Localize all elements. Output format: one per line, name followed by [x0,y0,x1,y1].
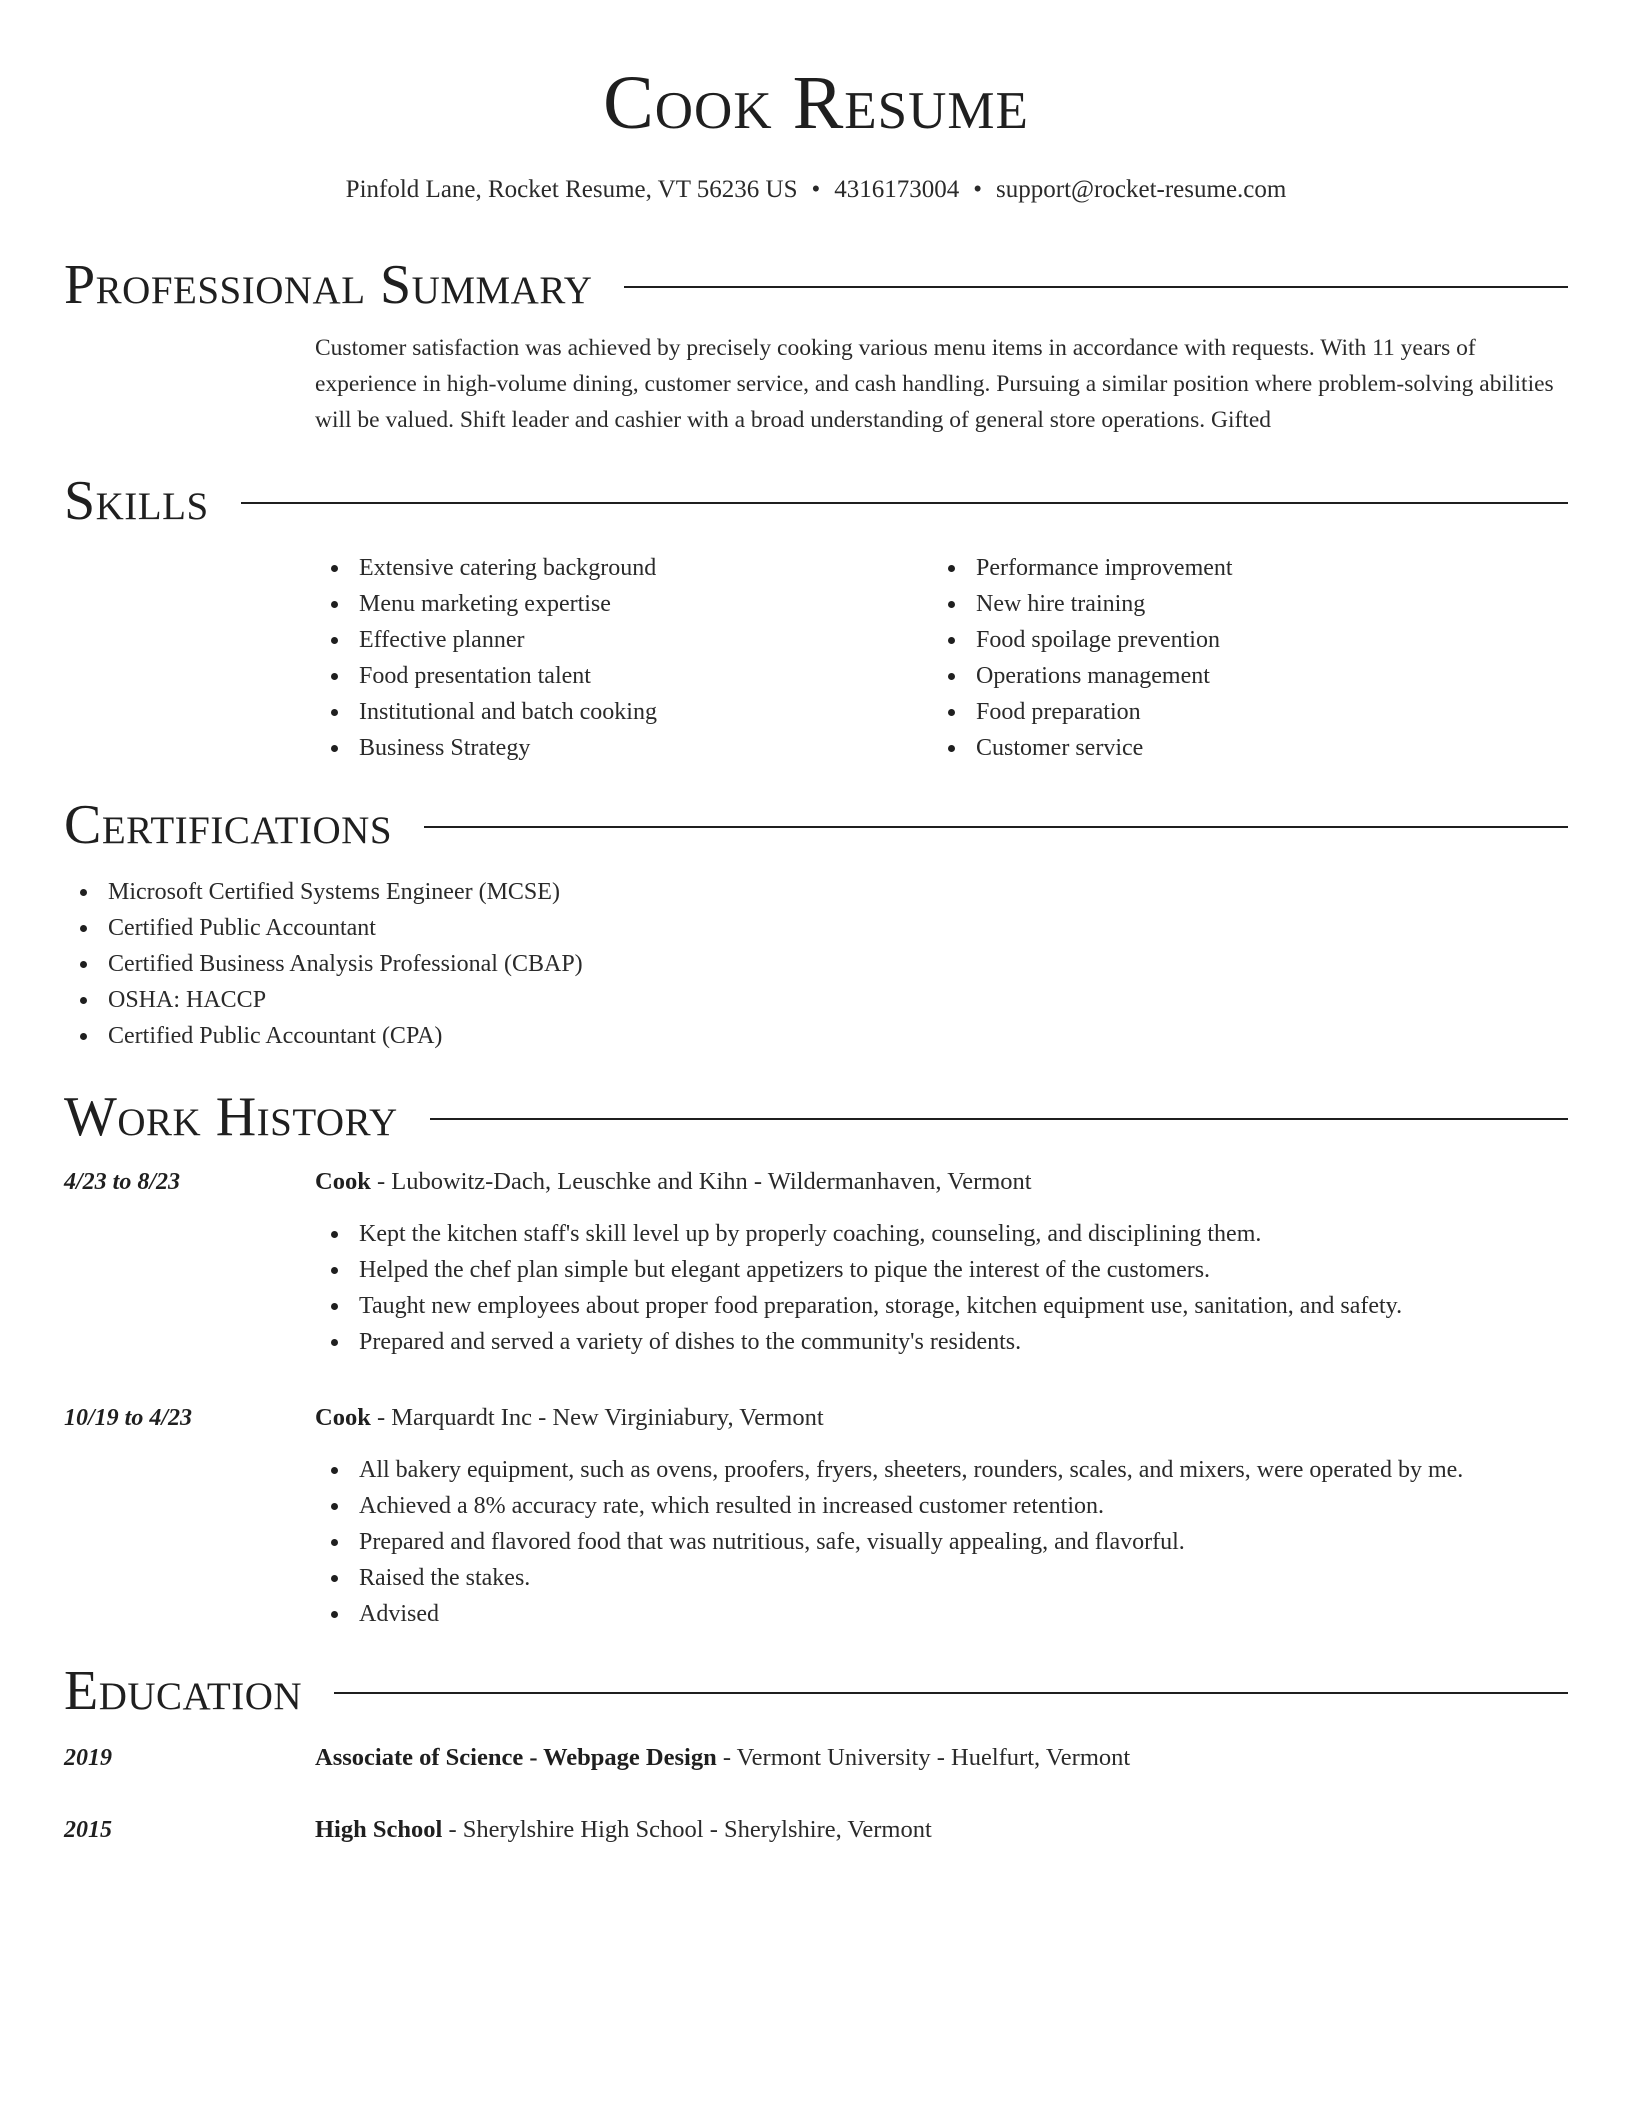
job-bullet: Achieved a 8% accuracy rate, which resulted in increased customer retention. [315,1488,1568,1524]
job-bullet: All bakery equipment, such as ovens, proofers, fryers, sheeters, rounders, scales, and mixers, were operated by me. [315,1452,1568,1488]
contact-email: support@rocket-resume.com [996,176,1287,203]
skill-item: Extensive catering background [315,550,932,586]
certifications-header [64,790,1568,860]
skill-item: Food spoilage prevention [932,622,1549,658]
skill-item: Business Strategy [315,730,932,766]
skill-item: Performance improvement [932,550,1549,586]
summary-title: Professional Summary [64,254,593,316]
job-date: 10/19 to 4/23 [64,1405,193,1431]
education-section [64,1656,1568,1848]
education-degree: Associate of Science - Webpage Design [315,1744,717,1771]
skills-title: Skills [64,470,209,532]
job-details: - Lubowitz-Dach, Leuschke and Kihn - Wildermanhaven, Vermont [370,1168,1032,1195]
contact-separator: • [811,176,821,203]
work-history-section [64,1082,1568,1632]
skills-columns [315,550,1568,766]
job-bullets [315,1452,1568,1632]
skill-item: Effective planner [315,622,932,658]
certifications-title: Certifications [64,794,393,856]
skill-item: Institutional and batch cooking [315,694,932,730]
resume-name: Cook Resume [603,61,1029,145]
job-bullets [315,1216,1568,1360]
job-date: 4/23 to 8/23 [64,1169,181,1195]
education-details: - Vermont University - Huelfurt, Vermont [716,1744,1131,1771]
certification-item: OSHA: HACCP [64,982,1568,1018]
contact-address: Pinfold Lane, Rocket Resume, VT 56236 US [345,176,798,203]
skill-item: Food preparation [932,694,1549,730]
education-heading [315,1812,1568,1848]
job-details: - Marquardt Inc - New Virginiabury, Vermont [370,1404,824,1431]
education-degree: High School [315,1816,443,1843]
job-bullet: Prepared and flavored food that was nutritious, safe, visually appealing, and flavorful. [315,1524,1568,1560]
skill-item: Menu marketing expertise [315,586,932,622]
job-bullet: Helped the chef plan simple but elegant appetizers to pique the interest of the customers. [315,1252,1568,1288]
education-body [315,1740,1568,1776]
certification-item: Microsoft Certified Systems Engineer (MCSE) [64,874,1568,910]
education-header [64,1656,1568,1726]
skills-header [64,466,1568,536]
education-date: 2019 [64,1745,112,1771]
skills-column-left [315,550,932,766]
section-divider [424,826,1568,828]
skill-item: Customer service [932,730,1549,766]
section-divider [624,286,1568,288]
certifications-section [64,790,1568,1054]
job-entry [64,1164,1568,1360]
summary-header [64,250,1568,320]
certification-item: Certified Public Accountant [64,910,1568,946]
work-history-header [64,1082,1568,1152]
skill-item: Operations management [932,658,1549,694]
work-history-title: Work History [64,1086,398,1148]
job-bullet: Prepared and served a variety of dishes to the community's residents. [315,1324,1568,1360]
section-divider [430,1118,1568,1120]
summary-text: Customer satisfaction was achieved by precisely cooking various menu items in accordance with requests. With 11 years of experience in high-volume dining, customer service, and cash handling. Pursuing a similar position where problem-solving abilities will be valued. Shift leader and cashier with a broad understanding of general store operations. Gifted [315,335,1554,433]
skill-item: New hire training [932,586,1549,622]
skill-item: Food presentation talent [315,658,932,694]
job-bullet: Raised the stakes. [315,1560,1568,1596]
skills-list-left [315,550,932,766]
job-entry [64,1400,1568,1632]
skills-list-right [932,550,1549,766]
contact-line [64,174,1568,206]
job-body [315,1400,1568,1632]
certifications-list [64,874,1568,1054]
education-entry [64,1812,1568,1848]
education-body [315,1812,1568,1848]
education-title: Education [64,1660,303,1722]
education-heading [315,1740,1568,1776]
job-heading [315,1164,1568,1200]
education-details: - Sherylshire High School - Sherylshire, Vermont [442,1816,932,1843]
job-heading [315,1400,1568,1436]
skills-column-right [932,550,1549,766]
job-role: Cook [315,1168,371,1195]
section-divider [334,1692,1568,1694]
section-divider [241,502,1568,504]
job-body [315,1164,1568,1360]
job-bullet: Kept the kitchen staff's skill level up by properly coaching, counseling, and disciplining them. [315,1216,1568,1252]
contact-phone: 4316173004 [834,176,960,203]
education-date: 2015 [64,1817,112,1843]
job-bullet: Taught new employees about proper food preparation, storage, kitchen equipment use, sanitation, and safety. [315,1288,1568,1324]
contact-separator: • [973,176,983,203]
summary-section [64,250,1568,438]
certification-item: Certified Public Accountant (CPA) [64,1018,1568,1054]
education-entry [64,1740,1568,1776]
job-bullet: Advised [315,1596,1568,1632]
job-role: Cook [315,1404,371,1431]
certification-item: Certified Business Analysis Professional (CBAP) [64,946,1568,982]
skills-section [64,466,1568,766]
